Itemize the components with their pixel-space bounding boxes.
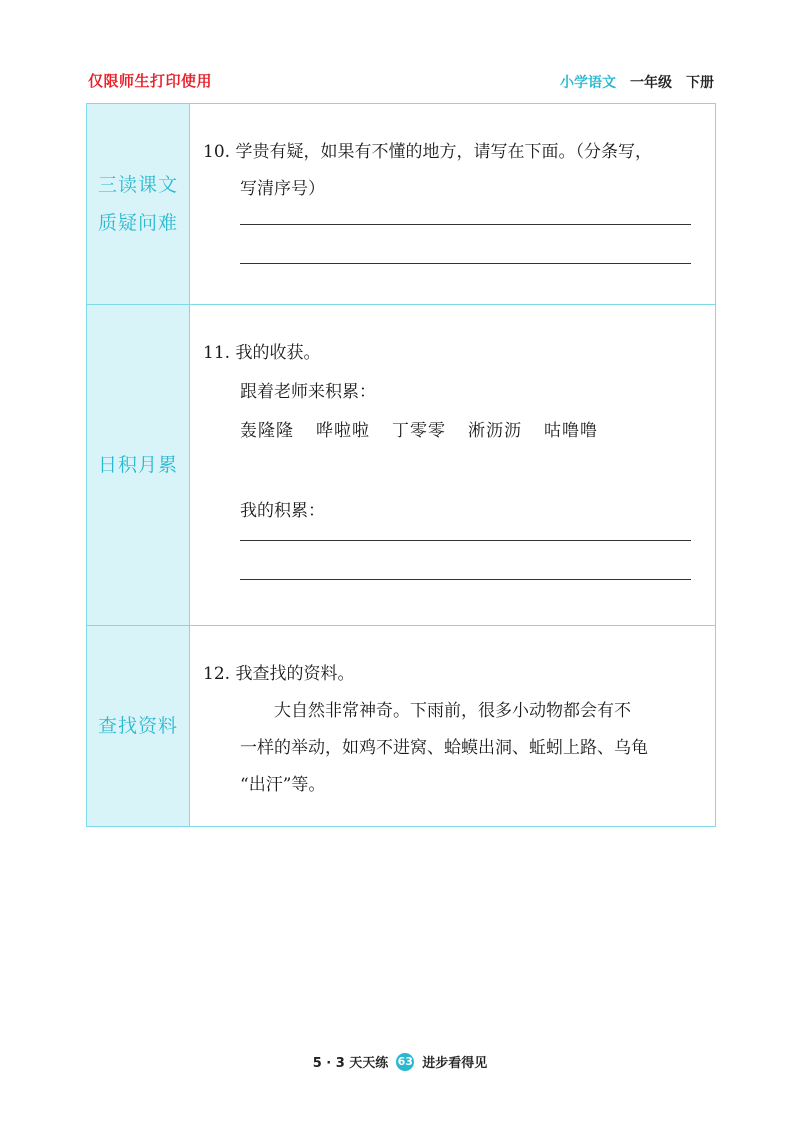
volume-label: 下册 [686,75,714,91]
word-list [203,413,703,450]
answer-line[interactable] [240,579,691,580]
section-label [87,626,190,826]
section-content [190,626,715,826]
word-item: 丁零零 [392,421,446,441]
question-10-line2: 写清序号） [240,179,325,199]
section-content [190,104,715,304]
section-label [87,104,190,304]
section-label-text: 日积月累 [97,454,178,476]
section-label [87,305,190,625]
word-item: 咕噜噜 [544,421,598,441]
question-12: 12. 我查找的资料。 [203,664,355,684]
answer-line[interactable] [240,540,691,541]
question-11: 11. 我的收获。 [203,343,321,363]
page-footer [0,1052,800,1071]
section-label-text: 查找资料 [97,715,178,737]
section-label-line1: 三读课文 [97,174,178,196]
answer-line[interactable] [240,263,691,264]
footer-brand: 5 · 3 天天练 [312,1056,389,1071]
word-item: 哗啦啦 [316,421,370,441]
print-notice: 仅限师生打印使用 [88,72,213,90]
word-item: 轰隆隆 [240,421,294,441]
subject-label: 小学语文 [560,75,616,91]
section-research [87,626,715,826]
section-accumulation [87,305,715,626]
paragraph-line: 大自然非常神奇。下雨前，很多小动物都会有不 [274,701,631,721]
section-content [190,305,715,625]
follow-teacher-label: 跟着老师来积累： [240,382,376,402]
my-accumulation-label: 我的积累： [240,501,325,521]
research-paragraph [203,693,703,804]
word-item: 淅沥沥 [468,421,522,441]
section-label-line2: 质疑问难 [97,212,178,234]
paragraph-line: “出汗”等。 [240,775,326,795]
section-questions [87,104,715,305]
paragraph-line: 一样的举动，如鸡不进窝、蛤蟆出洞、蚯蚓上路、乌龟 [240,738,648,758]
question-10-line1: 10. 学贵有疑，如果有不懂的地方，请写在下面。（分条写， [203,142,652,162]
answer-line[interactable] [240,224,691,225]
grade-label: 一年级 [630,75,672,91]
exercise-table [86,103,716,827]
page-number: 63 [396,1053,414,1071]
footer-slogan: 进步看得见 [422,1056,488,1071]
book-info [560,72,714,92]
